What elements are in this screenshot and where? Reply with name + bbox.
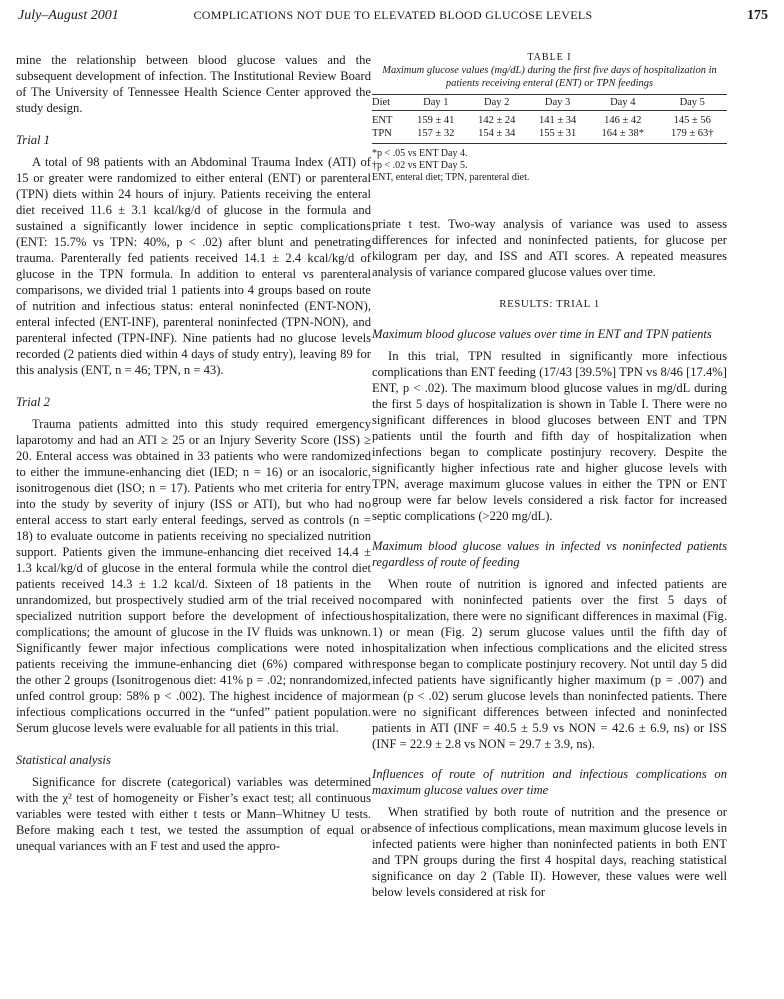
subsection-heading: Influences of route of nutrition and infectious complications on maximum glucose values over time [372,767,727,797]
trial1-paragraph: A total of 98 patients with an Abdominal Trauma Index (ATI) of 15 or greater were randomized to either enteral (ENT) or parenteral (TPN) diets within 24 hours of injury. Patients receiving the enteral diet received 11.6 ± 3.1 kcal/kg/d of glucose in the formula and sustained a significantly lower incidence in septic complications (ENT: 15.7% vs TPN: 40%, p < .02) after blunt and penetrating trauma. Parenterally fed patients received 14.1 ± 2.4 kcal/kg/d of glucose in the TPN formula. In addition to enteral vs parenteral comparisons, we divided trial 1 patients into 4 groups based on route of nutrition and infectious status: enteral noninfected (ENT-NON), enteral infected (ENT-INF), parenteral noninfected (TPN-NON), and parenteral infected (TPN-INF). Nine patients had no glucose levels recorded (2 patients died within 4 days of study entry), leaving 89 for this analysis (ENT, n = 46; TPN, n = 43). [16,155,371,377]
table-header-cell: Day 5 [658,95,728,111]
table-cell: 157 ± 32 [405,127,466,144]
table-cell: 145 ± 56 [673,115,711,126]
table-row [372,127,727,144]
results-heading: RESULTS: TRIAL 1 [499,298,600,310]
table-1 [372,52,727,184]
glucose-table [372,94,727,144]
table-cell: 141 ± 34 [538,115,577,126]
table-cell: 155 ± 31 [527,127,588,144]
stats-heading: Statistical analysis [16,753,111,767]
page-number: 175 [747,8,768,23]
continued-paragraph: priate t test. Two-way analysis of variance was used to assess differences for infected and noninfected patients, for glucose per kilogram per day, and ISS and ATI scores. A repeated measures analysis of variance compared glucose values over time. [372,217,727,279]
subsection-paragraph: When stratified by both route of nutrition and the presence or absence of infectious complications, mean maximum glucose levels in infected patients were higher than noninfected patients in both ENT and TPN groups during the first 4 hospital days, reaching statistical significance on day 2 (Table II). However, these values were well below levels considered at risk for [372,805,727,899]
issue-date: July–August 2001 [18,8,119,23]
table-label: TABLE I [527,52,572,63]
subsection-paragraph: When route of nutrition is ignored and infected patients are compared with noninfected patients over the first 5 days of hospitalization, there were no significant differences in maximal (Fig. 1) or mean (Fig. 2) serum glucose values until the fifth day of hospitalization when infectious complications and the elicited stress response began to complicate postinjury recovery. Not until day 5 did infected patients have significantly higher maximum (p = .007) and mean (p < .02) serum glucose levels than noninfected patients. There were no significant differences between infected and noninfected patients in ATI (INF = 40.5 ± 5.9 vs NON = 42.6 ± 6.9, ns) or ISS (INF = 22.9 ± 2.8 vs NON = 29.7 ± 3.9, ns). [372,577,727,751]
intro-paragraph: mine the relationship between blood glucose values and the subsequent development of infection. The Institutional Review Board of The University of Tennessee Health Science Center approved the study design. [16,53,371,115]
table-caption: Maximum glucose values (mg/dL) during the first five days of hospitalization in patients receiving enteral (ENT) or TPN feedings [382,65,717,89]
table-row [372,111,727,128]
table-header-cell: Day 1 [405,95,466,111]
table-cell: 164 ± 38* [588,127,657,144]
table-header-row [372,95,727,111]
table-header-cell: Day 3 [527,95,588,111]
table-cell: 142 ± 24 [478,115,516,126]
table-footnote: †p < .02 vs ENT Day 5. [372,160,468,171]
table-cell: TPN [372,127,405,144]
table-cell: 179 ± 63† [658,127,728,144]
table-cell: 146 ± 42 [604,115,642,126]
running-header [18,8,768,30]
right-column [372,216,727,900]
table-header-cell: Day 2 [466,95,527,111]
running-title: COMPLICATIONS NOT DUE TO ELEVATED BLOOD GLUCOSE LEVELS [193,8,593,22]
table-cell: 154 ± 34 [466,127,527,144]
table-footnote: ENT, enteral diet; TPN, parenteral diet. [372,172,530,183]
table-footnotes [372,148,727,184]
table-cell: ENT [372,115,393,126]
subsection-heading: Maximum blood glucose values over time in ENT and TPN patients [372,327,712,341]
table-header-cell: Diet [372,95,405,111]
stats-paragraph: Significance for discrete (categorical) variables was determined with the χ² test of homogeneity or Fisher’s exact test; all continuous variables were tested with either t tests or Mann–Whitney U tests. Before making each t test, we tested the assumption of equal or unequal variances with an F test and used the appro- [16,775,371,853]
trial2-paragraph: Trauma patients admitted into this study required emergency laparotomy and had an ATI ≥ 25 or an Injury Severity Score (ISS) ≥ 20. Enteral access was obtained in 33 patients who were randomized to either the immune-enhancing diet (IED; n = 16) or an isocaloric, isonitrogenous diet (ISO; n = 17). Patients who met criteria for entry into the study by severity of injury (ISS or ATI), but who had no enteral access to start early enteral feedings, served as controls (n = 18) to evaluate outcome in patients receiving no specialized nutrition support. Patients given the immune-enhancing diet received 14.4 ± 1.3 kcal/kg/d of glucose in the enteral formula while the control diet patients received 14.3 ± 1.2 kcal/d. Sixteen of 18 patients in the unrandomized, but prospectively studied arm of the trial received no specialized nutrition support before the development of infectious complications; the amount of glucose in the IV fluids was unknown. Significantly fewer major infectious complications were noted in patients receiving the immune-enhancing diet (6%) compared with the other 2 groups (Isonitrogenous diet: 41% p = .02; nonrandomized, unfed control group: 58% p < .002). The highest incidence of major infectious complications occurred in the “unfed” patient population. Serum glucose levels were evaluable for all patients in this trial. [16,417,371,735]
table-cell: 159 ± 41 [417,115,455,126]
trial2-heading: Trial 2 [16,395,50,409]
table-footnote: *p < .05 vs ENT Day 4. [372,148,468,159]
subsection-heading: Maximum blood glucose values in infected vs noninfected patients regardless of route of feeding [372,539,727,569]
subsection-paragraph: In this trial, TPN resulted in significantly more infectious complications than ENT feeding (17/43 [39.5%] TPN vs 8/46 [17.4%] ENT, p < .02). The maximum blood glucose values in mg/dL during the first 5 days of hospitalization is shown in Table I. There were no significant differences in blood glucoses between ENT and TPN patients until the fourth and fifth day of hospitalization when infections began to complicate postinjury recovery. Despite the significantly higher infectious rate and higher glucose levels with TPN, average maximum glucose values in either the TPN or ENT group were far below levels considered a risk factor for increased septic complications (>220 mg/dL). [372,349,727,523]
trial1-heading: Trial 1 [16,133,50,147]
table-header-cell: Day 4 [588,95,657,111]
left-column [16,52,371,854]
